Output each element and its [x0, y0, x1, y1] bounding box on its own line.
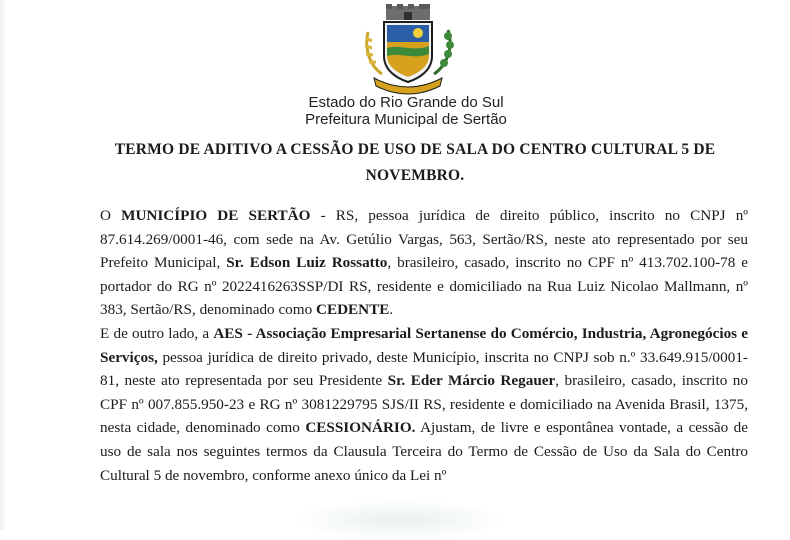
p1-bold-prefeito: Sr. Edson Luiz Rossatto	[226, 254, 388, 272]
title-line-2: NOVEMBRO.	[365, 167, 465, 184]
p2-text-4: Ajustam, de livre e espontânea vontade, a cessão de uso de sala nos seguintes termos da Clausula Terceira do Termo de Cessão de Uso da Sala do Centro Cultural 5 de novembro, conforme anexo único da Lei nº	[100, 419, 749, 484]
p1-text-2: - RS, pessoa jurídica de direito público, inscrito no CNPJ nº 87.614.269/0001-46, com sede na Av. Getúlio Vargas, 563, Sertão/RS, neste ato representado por seu Prefeito Municipal,	[100, 207, 749, 272]
municipal-coat-of-arms-icon	[360, 4, 456, 96]
watermark-shape	[290, 500, 510, 540]
state-name: Estado do Rio Grande do Sul	[308, 94, 504, 111]
paragraph-cedente	[100, 204, 748, 322]
title-line-1: TERMO DE ADITIVO A CESSÃO DE USO DE SALA DO CENTRO CULTURAL 5 DE	[114, 141, 716, 158]
document-body	[100, 204, 748, 487]
p2-bold-presidente: Sr. Eder Márcio Regauer	[387, 372, 556, 390]
p2-bold-aes: AES - Associação Empresarial Sertanense do Comércio, Industria, Agronegócios e Serviços,	[100, 324, 749, 366]
document-title	[110, 137, 720, 189]
p1-bold-municipio: MUNICÍPIO DE SERTÃO	[121, 207, 311, 224]
p1-bold-cedente: CEDENTE	[315, 301, 390, 319]
prefecture-name: Prefeitura Municipal de Sertão	[305, 111, 507, 128]
page-edge-shadow	[0, 0, 6, 530]
p1-text-3: , brasileiro, casado, inscrito no CPF nº 413.702.100-78 e portador do RG nº 2022416263SSP/DI RS, residente e domiciliado na Rua Luiz Nicolao Mallmann, nº 383, Sertão/RS, denominado como	[100, 254, 749, 319]
paragraph-cessionario	[100, 322, 748, 487]
p1-text-4: .	[389, 301, 394, 319]
p2-bold-cessionario: CESSIONÁRIO.	[305, 419, 416, 437]
p2-text-3: , brasileiro, casado, inscrito no CPF nº 007.855.950-23 e RG nº 3081229795 SJS/II RS, residente e domiciliado na Avenida Brasil, 1375, nesta cidade, denominado como	[100, 372, 748, 437]
p2-text-1: E de outro lado, a	[100, 324, 214, 342]
document-header	[0, 94, 790, 128]
p2-text-2: pessoa jurídica de direito privado, deste Município, inscrita no CNPJ sob n.º 33.649.915/0001-81, neste ato representada por seu Presidente	[100, 348, 748, 390]
p1-text-1: O	[100, 207, 122, 224]
